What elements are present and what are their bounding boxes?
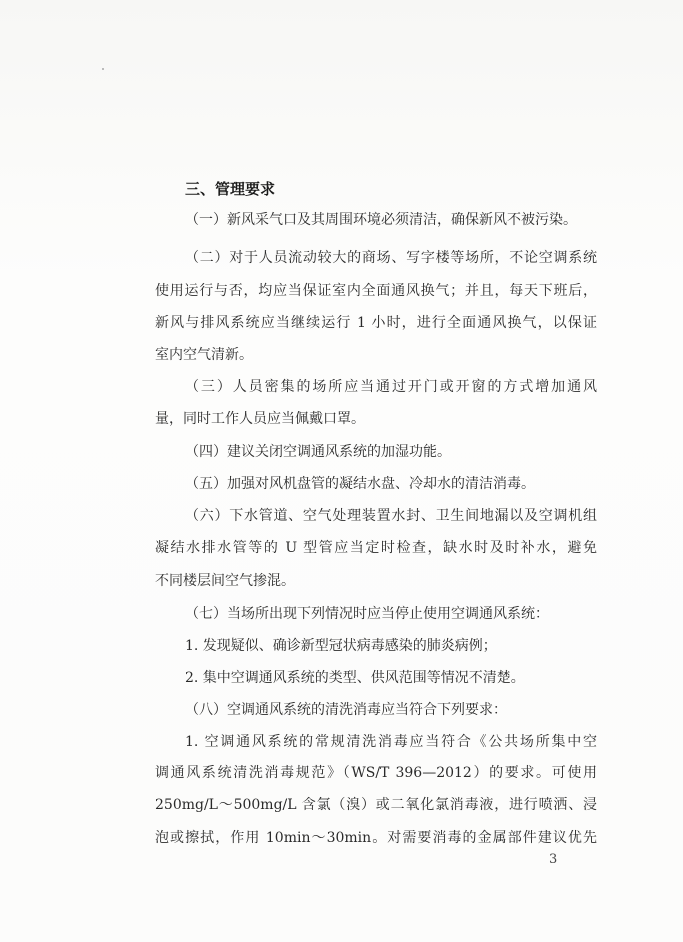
text-line: （二）对于人员流动较大的商场、写字楼等场所，不论空调系统: [185, 250, 597, 266]
page-number: 3: [549, 852, 558, 867]
text-line: 250mg/L～500mg/L 含氯（溴）或二氧化氯消毒液，进行喷洒、浸: [155, 797, 597, 813]
text-line: 2. 集中空调通风系统的类型、供风范围等情况不清楚。: [185, 670, 525, 686]
text-line: 量，同时工作人员应当佩戴口罩。: [155, 411, 365, 427]
text-line: 1. 空调通风系统的常规清洗消毒应当符合《公共场所集中空: [185, 734, 597, 750]
text-line: 不同楼层间空气掺混。: [155, 573, 295, 589]
text-line: 泡或擦拭，作用 10min～30min。对需要消毒的金属部件建议优先: [155, 830, 597, 846]
text-line: 凝结水排水管等的 U 型管应当定时检查，缺水时及时补水，避免: [155, 540, 597, 556]
section-heading: 三、管理要求: [185, 180, 276, 198]
text-line: （四）建议关闭空调通风系统的加湿功能。: [185, 444, 451, 460]
text-line: 使用运行与否，均应当保证室内全面通风换气；并且，每天下班后，: [155, 283, 597, 299]
text-line: （一）新风采气口及其周围环境必须清洁，确保新风不被污染。: [185, 212, 577, 228]
text-line: 新风与排风系统应当继续运行 1 小时，进行全面通风换气，以保证: [155, 315, 597, 331]
text-line: （五）加强对风机盘管的凝结水盘、冷却水的清洁消毒。: [185, 476, 535, 492]
scan-speck: [102, 68, 104, 70]
text-line: （三）人员密集的场所应当通过开门或开窗的方式增加通风: [185, 379, 597, 395]
text-line: 调通风系统清洗消毒规范》（WS/T 396—2012）的要求。可使用: [155, 765, 597, 781]
text-line: （七）当场所出现下列情况时应当停止使用空调通风系统：: [185, 606, 549, 622]
text-line: （八）空调通风系统的清洗消毒应当符合下列要求：: [185, 702, 507, 718]
text-line: 1. 发现疑似、确诊新型冠状病毒感染的肺炎病例；: [185, 638, 497, 654]
text-line: （六）下水管道、空气处理装置水封、卫生间地漏以及空调机组: [185, 508, 597, 524]
text-line: 室内空气清新。: [155, 347, 253, 363]
